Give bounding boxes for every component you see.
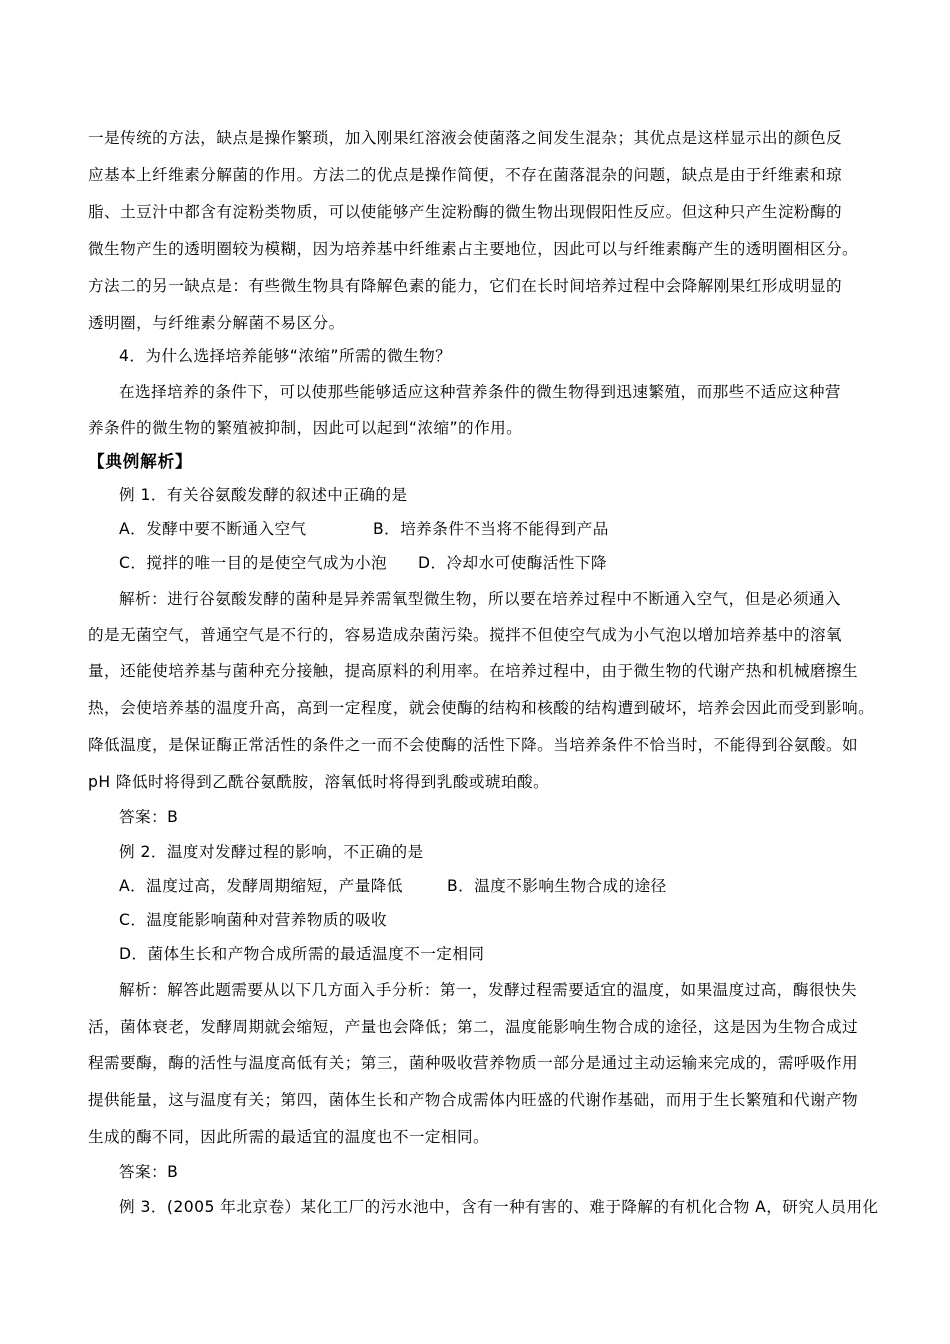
- example-1-option-d: D．冷却水可使酶活性下降: [418, 554, 607, 572]
- answer-4-line: 在选择培养的条件下，可以使那些能够适应这种营养条件的微生物得到迅速繁殖，而那些不适应这种营: [119, 383, 841, 401]
- example-3-question: 例 3．(2005 年北京卷）某化工厂的污水池中，含有一种有害的、难于降解的有机化合物 A，研究人员用化: [119, 1198, 879, 1216]
- question-4: 4．为什么选择培养能够“浓缩”所需的微生物？: [119, 347, 452, 365]
- paragraph-line: 透明圈，与纤维素分解菌不易区分。: [88, 314, 345, 332]
- example-1-analysis-line: 降低温度，是保证酶正常活性的条件之一而不会使酶的活性下降。当培养条件不恰当时，不能得到谷氨酸。如: [88, 736, 859, 754]
- example-1-option-a: A．发酵中要不断通入空气: [119, 520, 307, 538]
- section-heading: 【典例解析】: [88, 452, 193, 471]
- paragraph-line: 方法二的另一缺点是：有些微生物具有降解色素的能力，它们在长时间培养过程中会降解刚果红形成明显的: [88, 277, 843, 295]
- example-1-question: 例 1．有关谷氨酸发酵的叙述中正确的是: [119, 486, 408, 504]
- example-2-analysis-line: 生成的酶不同，因此所需的最适宜的温度也不一定相同。: [88, 1128, 490, 1146]
- example-2-analysis-line: 解析：解答此题需要从以下几方面入手分析：第一，发酵过程需要适宜的温度，如果温度过高，酶很快失: [119, 981, 858, 999]
- example-2-option-b: B．温度不影响生物合成的途径: [447, 877, 667, 895]
- example-1-option-b: B．培养条件不当将不能得到产品: [373, 520, 609, 538]
- example-1-analysis-line: 的是无菌空气，普通空气是不行的，容易造成杂菌污染。搅拌不但使空气成为小气泡以增加培养基中的溶氧: [88, 626, 843, 644]
- example-1-analysis-line: pH 降低时将得到乙酰谷氨酰胺，溶氧低时将得到乳酸或琥珀酸。: [88, 773, 550, 791]
- example-2-analysis-line: 活，菌体衰老，发酵周期就会缩短，产量也会降低；第二，温度能影响生物合成的途径，这是因为生物合成过: [88, 1018, 859, 1036]
- example-1-option-c: C．搅拌的唯一目的是使空气成为小泡: [119, 554, 388, 572]
- example-1-analysis-line: 量，还能使培养基与菌种充分接触，提高原料的利用率。在培养过程中，由于微生物的代谢产热和机械磨擦生: [88, 662, 859, 680]
- example-1-answer: 答案：B: [119, 808, 179, 826]
- example-2-analysis-line: 提供能量，这与温度有关；第四，菌体生长和产物合成需体内旺盛的代谢作基础，而用于生长繁殖和代谢产物: [88, 1091, 859, 1109]
- paragraph-line: 微生物产生的透明圈较为模糊，因为培养基中纤维素占主要地位，因此可以与纤维素酶产生的透明圈相区分。: [88, 240, 859, 258]
- paragraph-line: 应基本上纤维素分解菌的作用。方法二的优点是操作简便，不存在菌落混杂的问题，缺点是由于纤维素和琼: [88, 166, 843, 184]
- example-1-analysis-line: 解析：进行谷氨酸发酵的菌种是异养需氧型微生物，所以要在培养过程中不断通入空气，但是必须通入: [119, 590, 841, 608]
- paragraph-line: 脂、土豆汁中都含有淀粉类物质，可以使能够产生淀粉酶的微生物出现假阳性反应。但这种只产生淀粉酶的: [88, 203, 843, 221]
- example-2-option-d: D．菌体生长和产物合成所需的最适温度不一定相同: [119, 945, 485, 963]
- example-2-analysis-line: 程需要酶，酶的活性与温度高低有关；第三，菌种吸收营养物质一部分是通过主动运输来完成的，需呼吸作用: [88, 1054, 859, 1072]
- example-1-analysis-line: 热，会使培养基的温度升高，高到一定程度，就会使酶的结构和核酸的结构遭到破坏，培养会因此而受到影响。: [88, 699, 875, 717]
- example-2-option-c: C．温度能影响菌种对营养物质的吸收: [119, 911, 388, 929]
- example-2-answer: 答案：B: [119, 1163, 179, 1181]
- answer-4-line: 养条件的微生物的繁殖被抑制，因此可以起到“浓缩”的作用。: [88, 419, 523, 437]
- paragraph-line: 一是传统的方法，缺点是操作繁琐，加入刚果红溶液会使菌落之间发生混杂；其优点是这样显示出的颜色反: [88, 129, 843, 147]
- example-2-question: 例 2．温度对发酵过程的影响，不正确的是: [119, 843, 424, 861]
- example-2-option-a: A．温度过高，发酵周期缩短，产量降低: [119, 877, 403, 895]
